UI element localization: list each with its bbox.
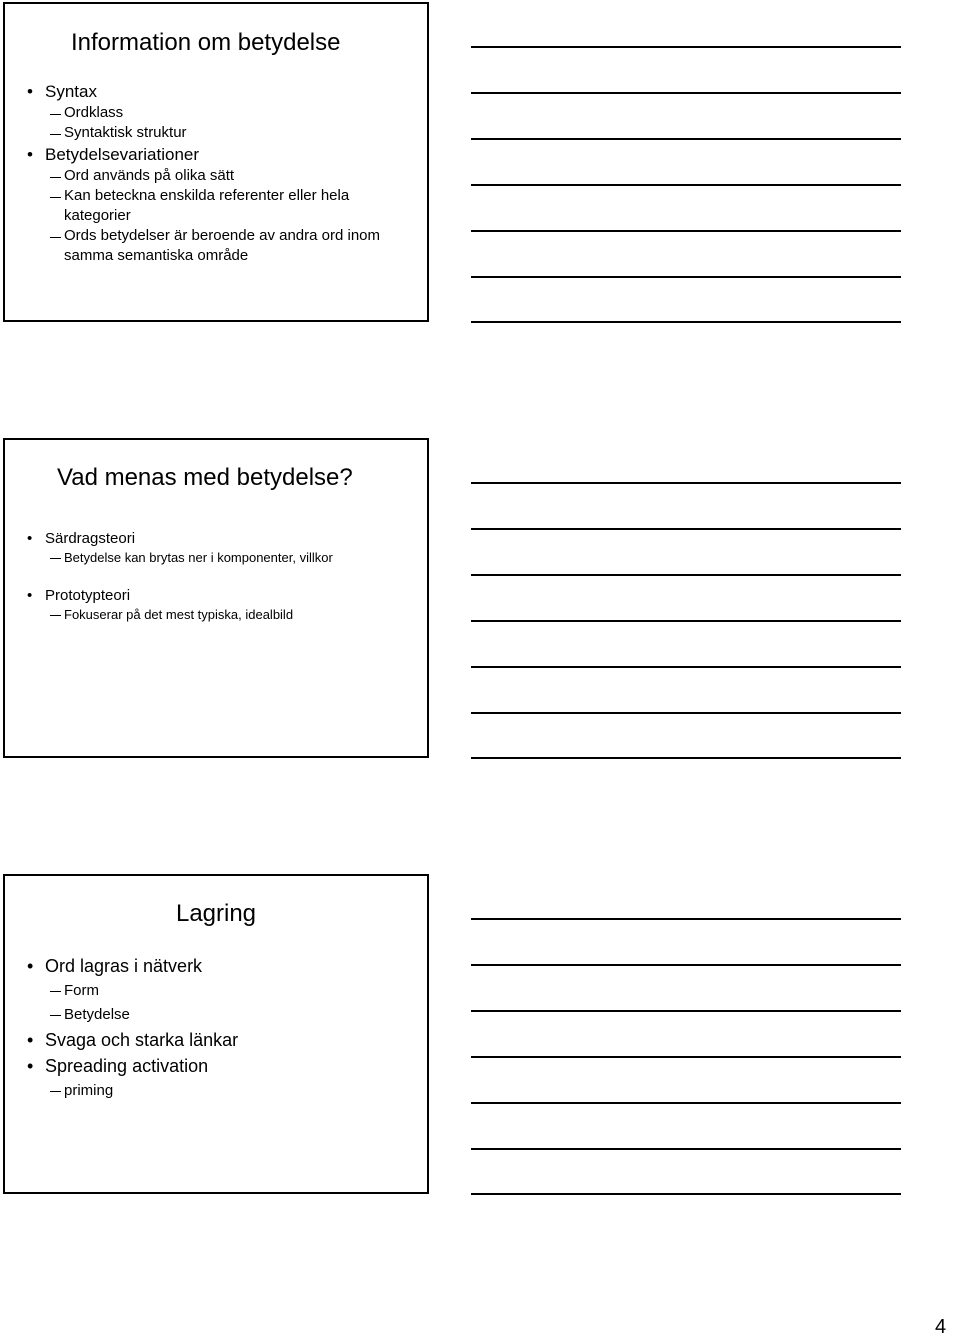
note-line — [471, 620, 901, 622]
note-line — [471, 1148, 901, 1150]
bullet-item: • Ord lagras i nätverk — [5, 953, 425, 979]
bullet-list — [5, 529, 425, 623]
sub-bullet-item: Syntaktisk struktur — [5, 123, 425, 143]
bullet-item: • Svaga och starka länkar — [5, 1027, 425, 1053]
spacer — [5, 566, 425, 586]
page-number: 4 — [935, 1316, 947, 1338]
sub-bullet-item: Ords betydelser är beroende av andra ord inom samma semantiska område — [5, 226, 425, 266]
slide-title: Vad menas med betydelse? — [57, 464, 353, 491]
note-line — [471, 321, 901, 323]
note-line — [471, 138, 901, 140]
sub-bullet-item: Betydelse kan brytas ner i komponenter, villkor — [5, 549, 425, 566]
bullet-list — [5, 953, 425, 1103]
note-line — [471, 574, 901, 576]
sub-bullet-item: priming — [5, 1079, 425, 1103]
note-line — [471, 712, 901, 714]
bullet-item: • Spreading activation — [5, 1053, 425, 1079]
note-line — [471, 230, 901, 232]
note-line — [471, 1193, 901, 1195]
note-line — [471, 92, 901, 94]
sub-bullet-item: Kan beteckna enskilda referenter eller hela kategorier — [5, 186, 425, 226]
sub-bullet-item: Fokuserar på det mest typiska, idealbild — [5, 606, 425, 623]
sub-bullet-item: Ord används på olika sätt — [5, 166, 425, 186]
note-line — [471, 1010, 901, 1012]
slide-2 — [3, 438, 429, 758]
note-line — [471, 184, 901, 186]
bullet-item: • Betydelsevariationer — [5, 143, 425, 166]
bullet-item: • Prototypteori — [5, 586, 425, 606]
bullet-item: • Särdragsteori — [5, 529, 425, 549]
note-line — [471, 964, 901, 966]
slide-3 — [3, 874, 429, 1194]
sub-bullet-item: Form — [5, 979, 425, 1003]
bullet-list — [5, 80, 425, 266]
bullet-item: • Syntax — [5, 80, 425, 103]
note-line — [471, 1102, 901, 1104]
note-line — [471, 918, 901, 920]
sub-bullet-item: Ordklass — [5, 103, 425, 123]
slide-1 — [3, 2, 429, 322]
note-line — [471, 1056, 901, 1058]
sub-bullet-item: Betydelse — [5, 1003, 425, 1027]
note-line — [471, 46, 901, 48]
note-line — [471, 482, 901, 484]
slide-title: Lagring — [175, 900, 257, 927]
note-line — [471, 757, 901, 759]
note-line — [471, 528, 901, 530]
note-line — [471, 666, 901, 668]
slide-title: Information om betydelse — [71, 29, 341, 56]
note-line — [471, 276, 901, 278]
